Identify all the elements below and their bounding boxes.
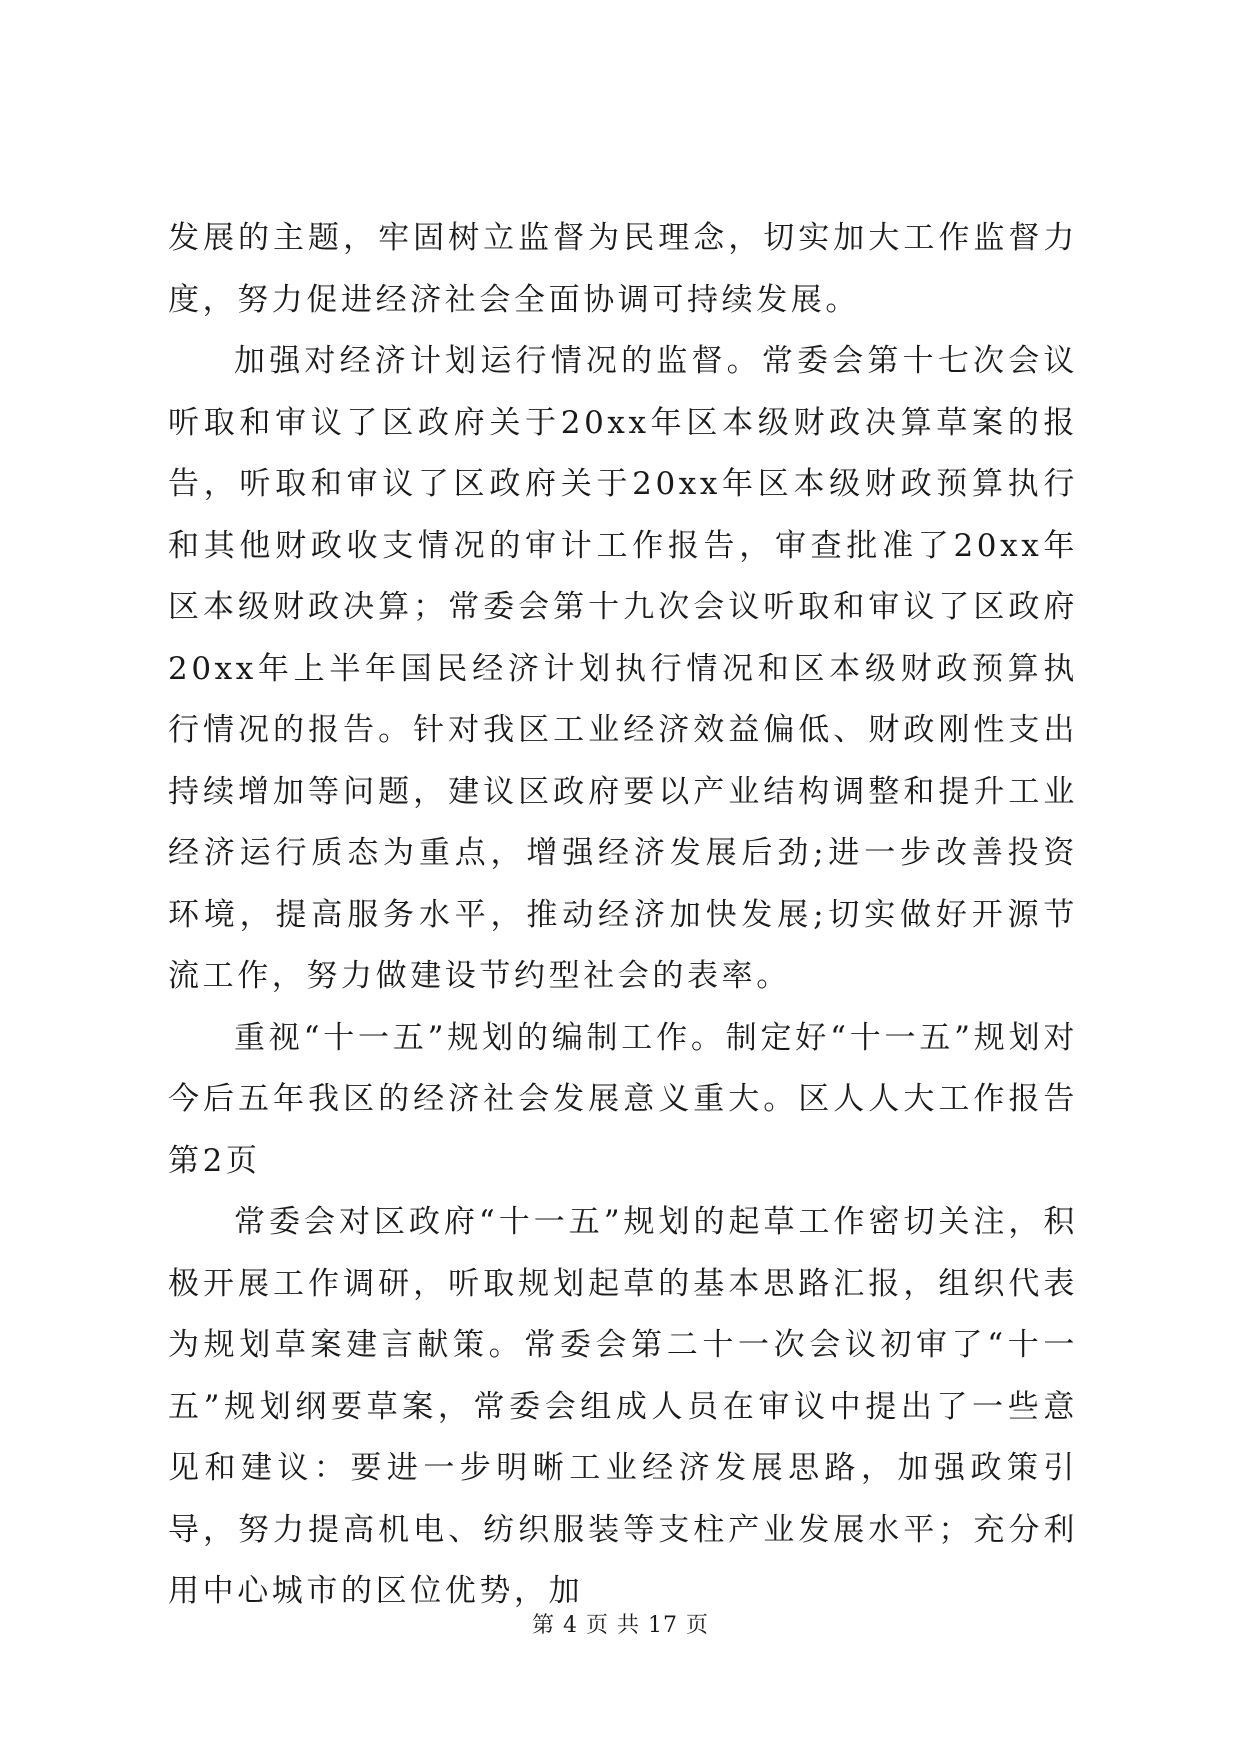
paragraph-3: 重视“十一五”规划的编制工作。制定好“十一五”规划对今后五年我区的经济社会发展意义重大。区人人大工作报告第2页 — [168, 1019, 1078, 1179]
page-number-footer: 第 4 页 共 17 页 — [532, 1613, 709, 1638]
paragraph-1: 发展的主题，牢固树立监督为民理念，切实加大工作监督力度，努力促进经济社会全面协调可持续发展。 — [168, 220, 1078, 318]
paragraph-2: 加强对经济计划运行情况的监督。常委会第十七次会议听取和审议了区政府关于20xx年区本级财政决算草案的报告，听取和审议了区政府关于20xx年区本级财政预算执行和其他财政收支情况的审计工作报告，审查批准了20xx年区本级财政决算；常委会第十九次会议听取和审议了区政府20xx年上半年国民经济计划执行情况和区本级财政预算执行情况的报告。针对我区工业经济效益偏低、财政刚性支出持续增加等问题，建议区政府要以产业结构调整和提升工业经济运行质态为重点，增强经济发展后劲;进一步改善投资环境，提高服务水平，推动经济加快发展;切实做好开源节流工作，努力做建设节约型社会的表率。 — [168, 343, 1079, 994]
document-body — [168, 208, 1078, 1623]
paragraph-4: 常委会对区政府“十一五”规划的起草工作密切关注，积极开展工作调研，听取规划起草的基本思路汇报，组织代表为规划草案建言献策。常委会第二十一次会议初审了“十一五”规划纲要草案，常委会组成人员在审议中提出了一些意见和建议：要进一步明晰工业经济发展思路，加强政策引导，努力提高机电、纺织服装等支柱产业发展水平；充分利用中心城市的区位优势，加 — [168, 1204, 1078, 1609]
